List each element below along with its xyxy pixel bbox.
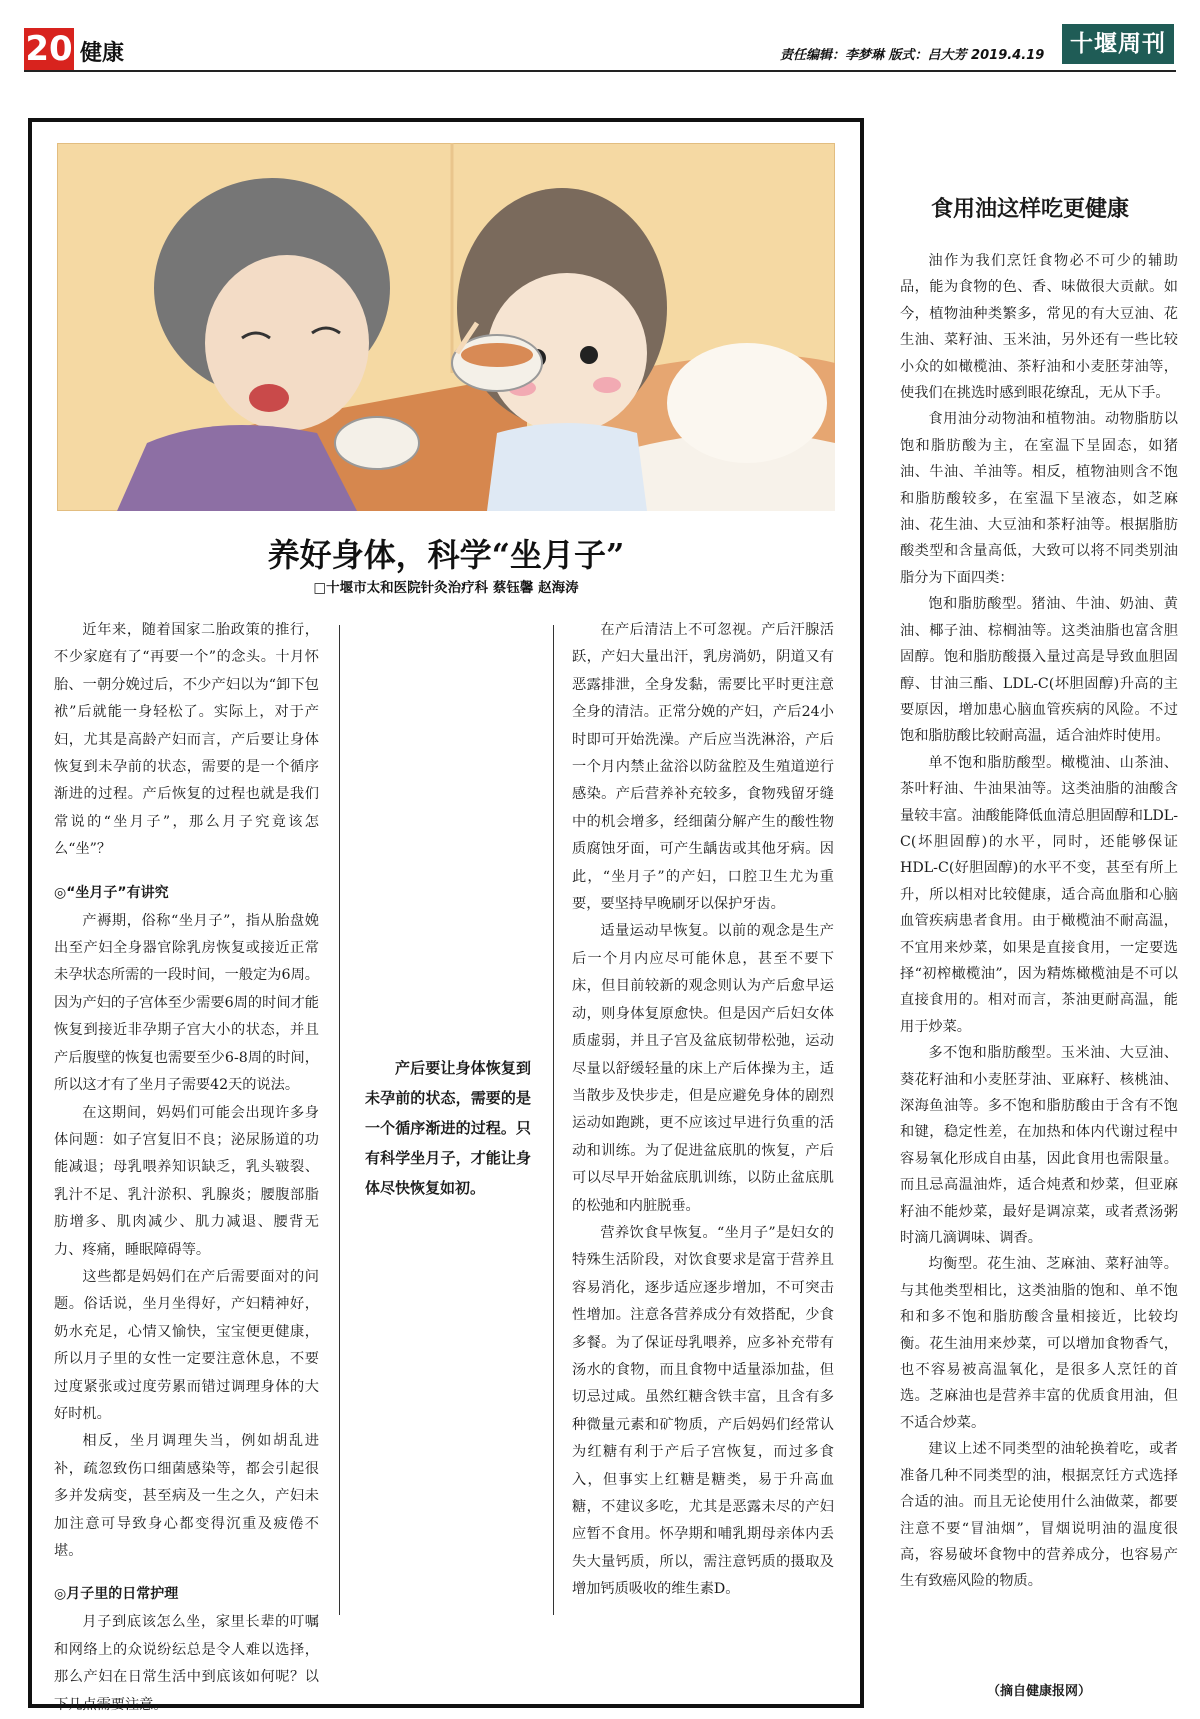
paragraph: 相反，坐月调理失当，例如胡乱进补，疏忽致伤口细菌感染等，都会引起很多并发病变，甚至病及一生之久，产妇未加注意可导致身心都变得沉重及疲倦不堪。 — [54, 1433, 319, 1559]
paragraph: 产褥期，俗称“坐月子”，指从胎盘娩出至产妇全身器官除乳房恢复或接近正常未孕状态所需的一段时间，一般定为6周。因为产妇的子宫体至少需要6周的时间才能恢复到接近非孕期子宫大小的状态，并且产后腹壁的恢复也需要至少6-8周的时间，所以这才有了坐月子需要42天的说法。 — [54, 912, 319, 1094]
paragraph: 均衡型。花生油、芝麻油、菜籽油等。与其他类型相比，这类油脂的饱和、单不饱和和多不饱和脂肪酸含量相接近，比较均衡。花生油用来炒菜，可以增加食物香气，也不容易被高温氧化，是很多人烹饪的首选。芝麻油也是营养丰富的优质食用油，但不适合炒菜。 — [900, 1256, 1178, 1431]
paragraph: 营养饮食早恢复。“坐月子”是妇女的特殊生活阶段，对饮食要求是富于营养且容易消化，逐步适应逐步增加，不可突击性增加。注意各营养成分有效搭配，少食多餐。为了保证母乳喂养，应多补充带有汤水的食物，而且食物中适量添加盐，但切忌过咸。虽然红糖含铁丰富，且含有多种微量元素和矿物质，产后妈妈们经常认为红糖有利于产后子宫恢复，而过多食入，但事实上红糖是糖类，易于升高血糖，不建议多吃，尤其是恶露未尽的产妇应暂不食用。怀孕期和哺乳期母亲体内丢失大量钙质，所以，需注意钙质的摄取及增加钙质吸收的维生素D。 — [572, 1224, 834, 1598]
side-article-body — [900, 248, 1178, 1595]
paragraph: 在这期间，妈妈们可能会出现许多身体问题：如子宫复旧不良；泌尿肠道的功能减退；母乳喂养知识缺乏，乳头皲裂、乳汁不足、乳汁淤积、乳腺炎；腰腹部脂肪增多、肌肉减少、肌力减退、腰背无力、疼痛，睡眠障碍等。 — [54, 1104, 319, 1258]
side-article-title: 食用油这样吃更健康 — [930, 196, 1129, 222]
paragraph: 这些都是妈妈们在产后需要面对的问题。俗话说，坐月坐得好，产妇精神好，奶水充足，心情又愉快，宝宝便更健康，所以月子里的女性一定要注意休息，不要过度紧张或过度劳累而错过调理身体的大好时机。 — [54, 1268, 319, 1422]
section-label: 健康 — [80, 41, 125, 66]
paragraph: 食用油分动物油和植物油。动物脂肪以饱和脂肪酸为主，在室温下呈固态，如猪油、牛油、羊油等。相反，植物油则含不饱和脂肪酸较多，在室温下呈液态，如芝麻油、花生油、大豆油和茶籽油等。根据脂肪酸类型和含量高低，大致可以将不同类别油脂分为下面四类： — [900, 411, 1178, 586]
page-number: 20 — [25, 29, 73, 69]
pull-quote-text: 产后要让身体恢复到未孕前的状态，需要的是一个循序渐进的过程。只有科学坐月子，才能让身体尽快恢复如初。 — [365, 1059, 531, 1197]
header-rule — [24, 70, 1176, 72]
subheading-1: ◎“坐月子”有讲究 — [54, 884, 169, 901]
side-article-source: （摘自健康报网） — [986, 1684, 1091, 1699]
paragraph: 饱和脂肪酸型。猪油、牛油、奶油、黄油、椰子油、棕榈油等。这类油脂也富含胆固醇。饱和脂肪酸摄入量过高是导致血胆固醇、甘油三酯、LDL-C(坏胆固醇)升高的主要原因，增加患心脑血管疾病的风险。不过饱和脂肪酸比较耐高温，适合油炸时使用。 — [900, 596, 1178, 745]
article-column-1 — [54, 617, 319, 1719]
illustration-mother-and-daughter — [57, 143, 835, 511]
paragraph: 适量运动早恢复。以前的观念是生产后一个月内应尽可能休息，甚至不要下床，但目前较新的观念则认为产后愈早运动，则身体复原愈快。但是因产后妇女体质虚弱，并且子宫及盆底韧带松弛，运动尽量以舒缓轻量的床上产后体操为主，适当散步及快步走，但是应避免身体的剧烈运动如跑跳，更不应该过早进行负重的活动和训练。为了促进盆底肌的恢复，产后可以尽早开始盆底肌训练，以防止盆底肌的松弛和内脏脱垂。 — [572, 923, 834, 1214]
newspaper-logo: 十堰周刊 — [1062, 24, 1174, 64]
paragraph: 月子到底该怎么坐，家里长辈的叮嘱和网络上的众说纷纭总是令人难以选择，那么产妇在日常生活中到底该如何呢？以下几点需要注意。 — [54, 1614, 319, 1713]
article-title: 养好身体，科学“坐月子” — [267, 536, 625, 574]
pull-quote — [365, 1053, 531, 1203]
paragraph: 多不饱和脂肪酸型。玉米油、大豆油、葵花籽油和小麦胚芽油、亚麻籽、核桃油、深海鱼油等。多不饱和脂肪酸由于含有不饱和键，稳定性差，在加热和体内代谢过程中容易氧化形成自由基，因此食用也需限量。而且忌高温油炸，适合炖煮和炒菜，但亚麻籽油不能炒菜，最好是调凉菜，或者煮汤粥时滴几滴调味、调香。 — [900, 1045, 1178, 1247]
intro-paragraph: 近年来，随着国家二胎政策的推行，不少家庭有了“再要一个”的念头。十月怀胎、一朝分娩过后，不少产妇以为“卸下包袱”后就能一身轻松了。实际上，对于产妇，尤其是高龄产妇而言，产后要让身体恢复到未孕前的状态，需要的是一个循序渐进的过程。产后恢复的过程也就是我们常说的“坐月子”，那么月子究竟该怎么“坐”？ — [54, 622, 319, 858]
subheading-2: ◎月子里的日常护理 — [54, 1586, 179, 1603]
paragraph: 建议上述不同类型的油轮换着吃，或者准备几种不同类型的油，根据烹饪方式选择合适的油。而且无论使用什么油做菜，都要注意不要“冒油烟”，冒烟说明油的温度很高，容易破坏食物中的营养成分，也容易产生有致癌风险的物质。 — [900, 1441, 1178, 1590]
paragraph: 在产后清洁上不可忽视。产后汗腺活跃，产妇大量出汗，乳房淌奶，阴道又有恶露排泄，全身发黏，需要比平时更注意全身的清洁。正常分娩的产妇，产后24小时即可开始洗澡。产后应当洗淋浴，产后一个月内禁止盆浴以防盆腔及生殖道逆行感染。产后营养补充较多，食物残留牙缝中的机会增多，经细菌分解产生的酸性物质腐蚀牙面，可产生龋齿或其他牙病。因此，“坐月子”的产妇，口腔卫生尤为重要，要坚持早晚刷牙以保护牙齿。 — [572, 622, 834, 913]
article-byline: □十堰市太和医院针灸治疗科 蔡钰馨 赵海涛 — [313, 580, 579, 596]
column-divider — [339, 625, 340, 1615]
paragraph: 油作为我们烹饪食物必不可少的辅助品，能为食物的色、香、味做很大贡献。如今，植物油种类繁多，常见的有大豆油、花生油、菜籽油、玉米油，另外还有一些比较小众的如橄榄油、茶籽油和小麦胚芽油等，使我们在挑选时感到眼花缭乱，无从下手。 — [900, 253, 1178, 402]
paragraph: 单不饱和脂肪酸型。橄榄油、山茶油、茶叶籽油、牛油果油等。这类油脂的油酸含量较丰富。油酸能降低血清总胆固醇和LDL-C(坏胆固醇)的水平，同时，还能够保证HDL-C(好胆固醇)的水平不变，甚至有所上升，所以相对比较健康，适合高血脂和心脑血管疾病患者食用。由于橄榄油不耐高温，不宜用来炒菜，如果是直接食用，一定要选择“初榨橄榄油”，因为精炼橄榄油是不可以直接食用的。相对而言，茶油更耐高温，能用于炒菜。 — [900, 754, 1178, 1035]
column-divider — [553, 625, 554, 1615]
editor-credits: 责任编辑：李梦琳 版式：吕大芳 2019.4.19 — [780, 48, 1045, 63]
article-column-3 — [572, 617, 834, 1604]
